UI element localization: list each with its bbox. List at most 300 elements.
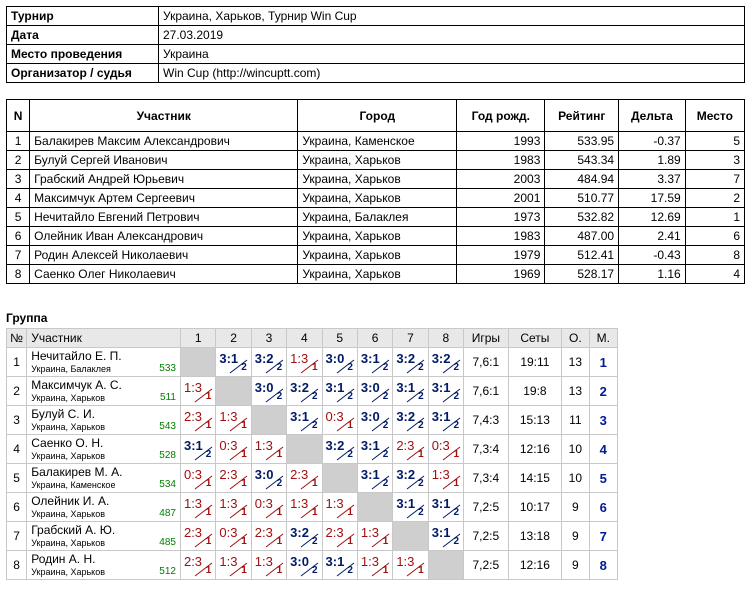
info-label: Турнир <box>7 7 159 26</box>
group-header-n: № <box>7 329 27 348</box>
match-result-cell <box>216 493 251 522</box>
player-name: Булуй С. И. <box>31 407 95 421</box>
match-result-cell <box>180 522 215 551</box>
players-cell: 4 <box>7 189 30 208</box>
match-points: 1 <box>205 565 212 576</box>
player-rating: 533 <box>159 363 176 374</box>
match-score: 0:3 <box>254 496 273 511</box>
table-row <box>7 132 745 151</box>
match-result-cell <box>428 377 463 406</box>
match-result-cell <box>287 551 322 580</box>
players-cell: Нечитайло Евгений Петрович <box>30 208 298 227</box>
info-label: Место проведения <box>7 45 159 64</box>
match-score: 3:1 <box>219 351 239 366</box>
games-cell: 7,6:1 <box>464 377 509 406</box>
info-value: Украина <box>159 45 745 64</box>
match-points: 2 <box>205 449 212 460</box>
group-player-cell <box>27 493 181 522</box>
players-cell: 1993 <box>457 132 545 151</box>
match-result-cell <box>180 435 215 464</box>
match-points: 1 <box>241 565 247 576</box>
match-result-cell <box>428 348 463 377</box>
info-value: Украина, Харьков, Турнир Win Cup <box>159 7 745 26</box>
match-result-cell <box>393 435 428 464</box>
match-points: 1 <box>311 507 318 518</box>
sets-cell: 12:16 <box>508 551 562 580</box>
match-score: 3:1 <box>360 438 380 453</box>
match-points: 1 <box>276 449 283 460</box>
group-header-games: Игры <box>464 329 509 348</box>
match-result-cell <box>216 406 251 435</box>
match-score: 3:1 <box>396 380 416 395</box>
group-row-number: 3 <box>7 406 27 435</box>
group-row <box>7 348 618 377</box>
match-score: 3:0 <box>360 409 380 424</box>
match-points: 1 <box>347 420 353 431</box>
match-points: 1 <box>205 391 212 402</box>
players-cell: Украина, Каменское <box>298 132 457 151</box>
match-points: 2 <box>347 362 353 373</box>
group-row <box>7 464 618 493</box>
match-score: 1:3 <box>290 496 309 511</box>
match-points: 1 <box>347 507 353 518</box>
match-score: 1:3 <box>254 438 273 453</box>
match-score: 3:2 <box>396 351 416 366</box>
players-cell: Украина, Харьков <box>298 246 457 265</box>
players-cell: 5 <box>685 132 744 151</box>
match-points: 2 <box>311 391 318 402</box>
match-points: 1 <box>205 536 212 547</box>
player-name: Нечитайло Е. П. <box>31 349 122 363</box>
diagonal-cell <box>287 435 322 464</box>
points-cell: 9 <box>562 522 589 551</box>
players-cell: 6 <box>685 227 744 246</box>
table-row <box>7 208 745 227</box>
group-row <box>7 435 618 464</box>
match-score: 3:2 <box>290 380 309 395</box>
players-header-cell: Место <box>685 100 744 132</box>
match-result-cell <box>216 435 251 464</box>
players-table <box>6 99 745 284</box>
group-player-cell <box>27 377 181 406</box>
players-cell: 2001 <box>457 189 545 208</box>
match-score: 3:2 <box>290 525 309 540</box>
group-row-number: 6 <box>7 493 27 522</box>
info-label: Организатор / судья <box>7 64 159 83</box>
match-result-cell <box>287 522 322 551</box>
match-points: 1 <box>205 507 212 518</box>
group-row-number: 1 <box>7 348 27 377</box>
players-cell: 2003 <box>457 170 545 189</box>
match-result-cell <box>322 377 357 406</box>
match-score: 3:1 <box>431 380 451 395</box>
match-result-cell <box>393 493 428 522</box>
table-row <box>7 265 745 284</box>
match-result-cell <box>322 522 357 551</box>
match-score: 1:3 <box>325 496 344 511</box>
match-result-cell <box>428 522 463 551</box>
players-cell: 3.37 <box>619 170 686 189</box>
points-cell: 9 <box>562 493 589 522</box>
match-score: 3:2 <box>396 409 416 424</box>
players-cell: 533.95 <box>545 132 619 151</box>
match-score: 1:3 <box>254 554 273 569</box>
players-header-cell: Рейтинг <box>545 100 619 132</box>
player-name: Максимчук А. С. <box>31 378 122 392</box>
player-rating: 543 <box>159 421 176 432</box>
match-score: 1:3 <box>219 409 238 424</box>
group-header-col: 6 <box>357 329 392 348</box>
match-points: 1 <box>276 507 283 518</box>
sets-cell: 19:11 <box>508 348 562 377</box>
sets-cell: 15:13 <box>508 406 562 435</box>
match-points: 1 <box>418 565 424 576</box>
group-player-cell <box>27 522 181 551</box>
games-cell: 7,4:3 <box>464 406 509 435</box>
player-rating: 511 <box>160 392 176 403</box>
match-score: 1:3 <box>219 554 238 569</box>
match-score: 2:3 <box>290 467 309 482</box>
diagonal-cell <box>180 348 215 377</box>
players-cell: 532.82 <box>545 208 619 227</box>
place-cell: 3 <box>589 406 617 435</box>
players-header-cell: Участник <box>30 100 298 132</box>
players-cell: 2 <box>685 189 744 208</box>
player-city: Украина, Харьков <box>31 393 106 403</box>
match-result-cell <box>393 551 428 580</box>
table-row <box>7 189 745 208</box>
match-result-cell <box>322 406 357 435</box>
player-city: Украина, Харьков <box>31 567 106 577</box>
match-score: 3:2 <box>325 438 345 453</box>
match-points: 1 <box>347 536 353 547</box>
match-points: 2 <box>241 362 247 373</box>
players-cell: 510.77 <box>545 189 619 208</box>
group-row <box>7 551 618 580</box>
match-result-cell <box>357 348 392 377</box>
match-points: 2 <box>453 507 460 518</box>
diagonal-cell <box>357 493 392 522</box>
place-cell: 1 <box>589 348 617 377</box>
match-points: 2 <box>382 478 389 489</box>
points-cell: 10 <box>562 435 589 464</box>
players-cell: Булуй Сергей Иванович <box>30 151 298 170</box>
match-points: 2 <box>347 391 353 402</box>
players-cell: 17.59 <box>619 189 686 208</box>
players-cell: Грабский Андрей Юрьевич <box>30 170 298 189</box>
group-player-cell <box>27 464 181 493</box>
games-cell: 7,2:5 <box>464 522 509 551</box>
match-result-cell <box>322 435 357 464</box>
group-header-col: 1 <box>180 329 215 348</box>
match-points: 2 <box>347 565 353 576</box>
sets-cell: 19:8 <box>508 377 562 406</box>
match-result-cell <box>393 464 428 493</box>
tournament-info-table <box>6 6 745 83</box>
match-score: 1:3 <box>396 554 415 569</box>
group-player-cell <box>27 406 181 435</box>
info-value: 27.03.2019 <box>159 26 745 45</box>
player-city: Украина, Каменское <box>31 480 116 490</box>
players-cell: 1983 <box>457 227 545 246</box>
players-cell: 8 <box>685 246 744 265</box>
match-score: 1:3 <box>360 554 379 569</box>
match-score: 3:2 <box>396 467 416 482</box>
match-score: 3:1 <box>431 496 451 511</box>
group-player-cell <box>27 348 181 377</box>
match-result-cell <box>357 377 392 406</box>
match-result-cell <box>357 464 392 493</box>
match-points: 1 <box>276 536 283 547</box>
info-row <box>7 45 745 64</box>
match-score: 0:3 <box>183 467 203 482</box>
match-result-cell <box>287 406 322 435</box>
games-cell: 7,6:1 <box>464 348 509 377</box>
match-score: 2:3 <box>183 409 203 424</box>
match-points: 1 <box>418 449 424 460</box>
group-header-col: 2 <box>216 329 251 348</box>
match-score: 2:3 <box>325 525 344 540</box>
match-result-cell <box>251 493 286 522</box>
place-cell: 7 <box>589 522 617 551</box>
match-points: 2 <box>347 449 353 460</box>
match-score: 0:3 <box>219 438 238 453</box>
match-points: 2 <box>276 362 283 373</box>
group-header-col: 3 <box>251 329 286 348</box>
match-score: 3:1 <box>325 554 345 569</box>
players-cell: Родин Алексей Николаевич <box>30 246 298 265</box>
players-cell: 1.89 <box>619 151 686 170</box>
group-player-cell <box>27 551 181 580</box>
points-cell: 13 <box>562 348 589 377</box>
info-row <box>7 64 745 83</box>
player-rating: 512 <box>159 566 176 577</box>
player-name: Балакирев М. А. <box>31 465 123 479</box>
table-row <box>7 227 745 246</box>
group-row-number: 2 <box>7 377 27 406</box>
match-points: 1 <box>241 449 247 460</box>
players-cell: 3 <box>7 170 30 189</box>
match-points: 2 <box>453 536 460 547</box>
players-cell: 1983 <box>457 151 545 170</box>
players-cell: 487.00 <box>545 227 619 246</box>
match-score: 1:3 <box>183 380 203 395</box>
players-cell: Балакирев Максим Александрович <box>30 132 298 151</box>
players-header-cell: N <box>7 100 30 132</box>
match-score: 0:3 <box>219 525 238 540</box>
match-result-cell <box>357 551 392 580</box>
players-cell: -0.37 <box>619 132 686 151</box>
players-cell: 5 <box>7 208 30 227</box>
player-city: Украина, Харьков <box>31 538 106 548</box>
group-row-number: 8 <box>7 551 27 580</box>
player-rating: 534 <box>159 479 176 490</box>
player-city: Украина, Харьков <box>31 509 106 519</box>
group-title: Группа <box>6 311 48 325</box>
sets-cell: 12:16 <box>508 435 562 464</box>
players-header-row <box>7 100 745 132</box>
match-points: 2 <box>382 449 389 460</box>
match-points: 2 <box>418 478 424 489</box>
diagonal-cell <box>393 522 428 551</box>
players-cell: 6 <box>7 227 30 246</box>
group-header-col: 7 <box>393 329 428 348</box>
match-result-cell <box>322 551 357 580</box>
players-cell: 1 <box>685 208 744 227</box>
group-row <box>7 406 618 435</box>
players-cell: 7 <box>685 170 744 189</box>
match-points: 2 <box>418 507 424 518</box>
match-score: 3:0 <box>360 380 380 395</box>
players-cell: 1969 <box>457 265 545 284</box>
group-header-points: О. <box>562 329 589 348</box>
group-row-number: 4 <box>7 435 27 464</box>
player-name: Родин А. Н. <box>31 552 96 566</box>
group-header-place: М. <box>589 329 617 348</box>
match-result-cell <box>393 377 428 406</box>
group-header-col: 5 <box>322 329 357 348</box>
player-city: Украина, Харьков <box>31 422 106 432</box>
group-header-player: Участник <box>27 329 181 348</box>
match-points: 1 <box>205 478 212 489</box>
match-score: 3:0 <box>254 380 274 395</box>
match-result-cell <box>357 522 392 551</box>
match-result-cell <box>251 464 286 493</box>
match-points: 1 <box>311 478 318 489</box>
match-points: 1 <box>311 362 318 373</box>
group-player-cell <box>27 435 181 464</box>
match-score: 0:3 <box>325 409 344 424</box>
group-crosstable <box>6 328 618 580</box>
players-cell: Украина, Харьков <box>298 227 457 246</box>
players-cell: Саенко Олег Николаевич <box>30 265 298 284</box>
match-score: 3:1 <box>183 438 203 453</box>
players-cell: 484.94 <box>545 170 619 189</box>
player-rating: 487 <box>159 508 176 519</box>
match-result-cell <box>216 522 251 551</box>
match-score: 3:1 <box>431 525 451 540</box>
group-row <box>7 377 618 406</box>
place-cell: 2 <box>589 377 617 406</box>
group-header-col: 8 <box>428 329 463 348</box>
diagonal-cell <box>322 464 357 493</box>
points-cell: 10 <box>562 464 589 493</box>
match-points: 1 <box>241 420 247 431</box>
match-score: 3:2 <box>431 351 451 366</box>
match-score: 3:0 <box>325 351 345 366</box>
match-points: 2 <box>311 565 318 576</box>
match-result-cell <box>251 377 286 406</box>
match-score: 3:2 <box>254 351 274 366</box>
match-points: 2 <box>311 420 318 431</box>
match-points: 2 <box>418 391 424 402</box>
match-points: 2 <box>453 362 460 373</box>
group-header-col: 4 <box>287 329 322 348</box>
players-cell: 1979 <box>457 246 545 265</box>
group-row-number: 7 <box>7 522 27 551</box>
players-header-cell: Год рожд. <box>457 100 545 132</box>
diagonal-cell <box>428 551 463 580</box>
match-score: 3:1 <box>360 467 380 482</box>
match-points: 1 <box>241 536 247 547</box>
match-points: 1 <box>453 478 460 489</box>
match-result-cell <box>180 551 215 580</box>
match-score: 3:0 <box>290 554 309 569</box>
match-result-cell <box>322 348 357 377</box>
match-score: 3:1 <box>396 496 416 511</box>
sets-cell: 10:17 <box>508 493 562 522</box>
players-cell: 528.17 <box>545 265 619 284</box>
players-cell: 1973 <box>457 208 545 227</box>
players-cell: Украина, Харьков <box>298 170 457 189</box>
table-row <box>7 151 745 170</box>
match-points: 2 <box>453 391 460 402</box>
players-cell: 543.34 <box>545 151 619 170</box>
match-result-cell <box>251 435 286 464</box>
match-points: 1 <box>382 565 389 576</box>
players-cell: Украина, Харьков <box>298 151 457 170</box>
sets-cell: 14:15 <box>508 464 562 493</box>
info-value: Win Cup (http://wincuptt.com) <box>159 64 745 83</box>
match-points: 2 <box>382 420 389 431</box>
games-cell: 7,2:5 <box>464 551 509 580</box>
match-score: 0:3 <box>431 438 450 453</box>
match-score: 3:1 <box>325 380 345 395</box>
match-points: 1 <box>241 478 247 489</box>
info-label: Дата <box>7 26 159 45</box>
table-row <box>7 246 745 265</box>
players-header-cell: Дельта <box>619 100 686 132</box>
match-result-cell <box>357 435 392 464</box>
place-cell: 5 <box>589 464 617 493</box>
match-score: 1:3 <box>290 351 309 366</box>
match-score: 1:3 <box>183 496 203 511</box>
match-result-cell <box>180 377 215 406</box>
group-row <box>7 493 618 522</box>
match-score: 2:3 <box>183 525 203 540</box>
match-result-cell <box>393 348 428 377</box>
players-cell: Украина, Харьков <box>298 265 457 284</box>
match-points: 2 <box>311 536 318 547</box>
match-result-cell <box>428 493 463 522</box>
match-score: 2:3 <box>254 525 273 540</box>
points-cell: 11 <box>562 406 589 435</box>
match-points: 2 <box>418 420 424 431</box>
players-cell: Максимчук Артем Сергеевич <box>30 189 298 208</box>
match-result-cell <box>216 464 251 493</box>
match-score: 2:3 <box>219 467 238 482</box>
info-row <box>7 7 745 26</box>
players-cell: Олейник Иван Александрович <box>30 227 298 246</box>
match-result-cell <box>428 406 463 435</box>
match-points: 1 <box>276 565 283 576</box>
match-result-cell <box>216 348 251 377</box>
players-cell: 4 <box>685 265 744 284</box>
place-cell: 6 <box>589 493 617 522</box>
player-city: Украина, Балаклея <box>31 364 111 374</box>
group-header-sets: Сеты <box>508 329 562 348</box>
match-points: 1 <box>453 449 460 460</box>
match-points: 2 <box>382 362 389 373</box>
diagonal-cell <box>216 377 251 406</box>
match-result-cell <box>180 464 215 493</box>
players-cell: 2.41 <box>619 227 686 246</box>
group-row <box>7 522 618 551</box>
group-row-number: 5 <box>7 464 27 493</box>
match-score: 3:1 <box>431 409 451 424</box>
place-cell: 4 <box>589 435 617 464</box>
player-name: Олейник И. А. <box>31 494 110 508</box>
